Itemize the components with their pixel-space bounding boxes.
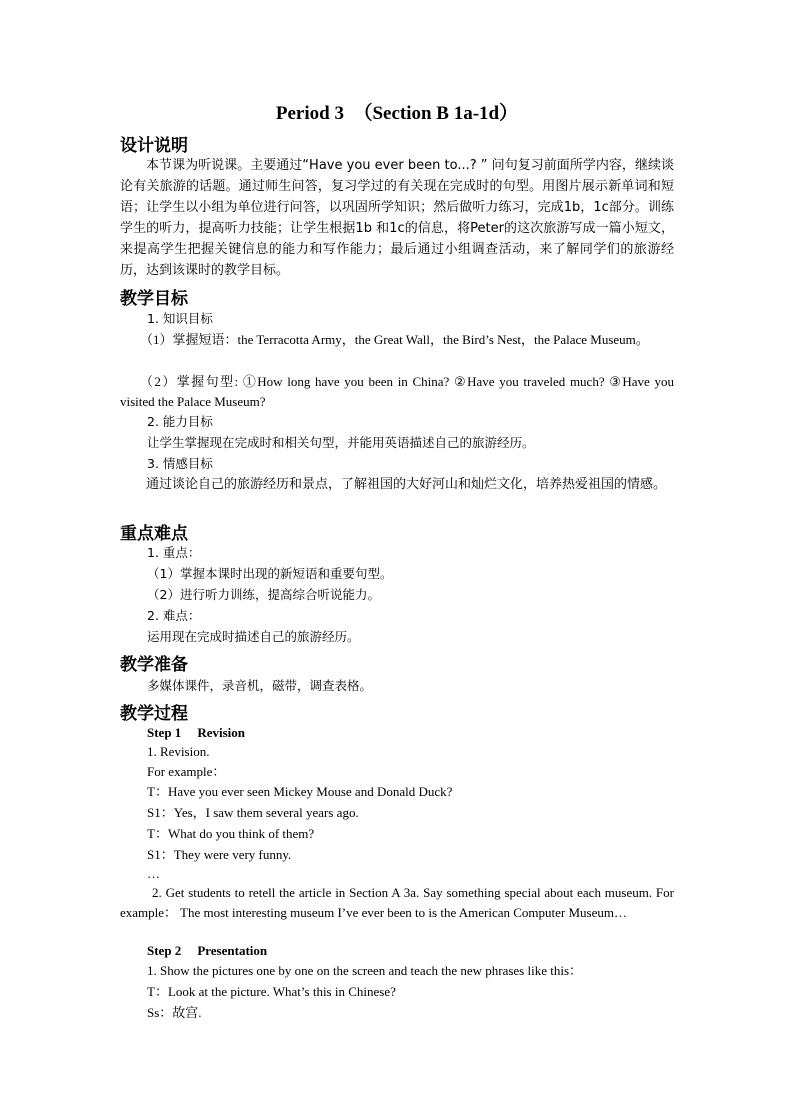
step2-line-2: T：Look at the picture. What’s this in Chinese? — [147, 984, 396, 999]
step2-name: Presentation — [197, 943, 268, 958]
step1-ellipsis: … — [147, 866, 160, 881]
step2-heading — [147, 941, 267, 961]
step1-heading — [147, 723, 245, 743]
heading-keypoints: 重点难点 — [120, 524, 188, 544]
keypoint-item-2: （2）进行听力训练，提高综合听说能力。 — [147, 587, 380, 602]
step1-line-5: T：What do you think of them? — [147, 826, 315, 841]
difficulty-text: 运用现在完成时描述自己的旅游经历。 — [147, 629, 360, 644]
goal-emotion-text: 通过谈论自己的旅游经历和景点，了解祖国的大好河山和灿烂文化，培养热爱祖国的情感。 — [146, 477, 667, 492]
design-text: 本节课为听说课。主要通过“Have you ever been to...? ” 问句复习前面所学内容，继续谈论有关旅游的话题。通过师生问答，复习学过的有关现在完成时的句型。用图片展示新单词和短语；让学生以小组为单位进行问答，以巩固所学知识；然后做听力练习，完成1b，1c部分。训练学生的听力，提高听力技能；让学生根据1b 和1c的信息，将Peter的这次旅游写成一篇小短文，来提高学生把握关键信息的能力和写作能力；最后通过小组调查活动，来了解同学们的旅游经历，达到该课时的教学目标。 — [120, 158, 674, 278]
keypoint-item-1: （1）掌握本课时出现的新短语和重要句型。 — [147, 566, 393, 581]
preparation-text: 多媒体课件，录音机，磁带，调查表格。 — [147, 678, 373, 693]
goal-knowledge-sentences: （2）掌握句型: ①How long have you been in China? ②Have you traveled much? ③Have you visited the Palace Museum? — [120, 374, 674, 409]
heading-preparation: 教学准备 — [120, 655, 188, 675]
step2-line-3: Ss：故宫. — [147, 1005, 202, 1020]
step2-line-1: 1. Show the pictures one by one on the screen and teach the new phrases like this： — [147, 963, 583, 978]
heading-goals: 教学目标 — [120, 289, 188, 309]
goal-emotion-title: 3. 情感目标 — [147, 456, 213, 471]
goal-ability-text: 让学生掌握现在完成时和相关句型，并能用英语描述自己的旅游经历。 — [147, 435, 535, 450]
step1-line-2: For example： — [147, 764, 226, 779]
step1-line-4: S1：Yes，I saw them several years ago. — [147, 805, 359, 820]
goal-emotion-paragraph — [120, 474, 674, 495]
goal-knowledge-phrases: （1）掌握短语：the Terracotta Army，the Great Wall，the Bird’s Nest，the Palace Museum。 — [140, 332, 649, 347]
keypoint-title: 1. 重点： — [147, 545, 201, 560]
difficulty-title: 2. 难点： — [147, 608, 201, 623]
step1-label: Step 1 — [147, 725, 182, 740]
heading-design: 设计说明 — [120, 136, 188, 156]
heading-process: 教学过程 — [120, 704, 188, 724]
goal-ability-title: 2. 能力目标 — [147, 414, 213, 429]
page-title: Period 3 （Section B 1a-1d） — [275, 103, 519, 124]
step1-retell-paragraph: 2. Get students to retell the article in Section A 3a. Say something special about each museum. For example： The most interesting museum I’ve ever been to is the American Computer Museum… — [120, 885, 674, 920]
step1-line-3: T：Have you ever seen Mickey Mouse and Donald Duck? — [147, 784, 453, 799]
step1-line-6: S1：They were very funny. — [147, 847, 292, 862]
step2-label: Step 2 — [147, 943, 182, 958]
design-paragraph — [120, 155, 674, 281]
goal-knowledge-title: 1. 知识目标 — [147, 311, 213, 326]
step1-name: Revision — [197, 725, 245, 740]
step1-line-1: 1. Revision. — [147, 744, 210, 759]
